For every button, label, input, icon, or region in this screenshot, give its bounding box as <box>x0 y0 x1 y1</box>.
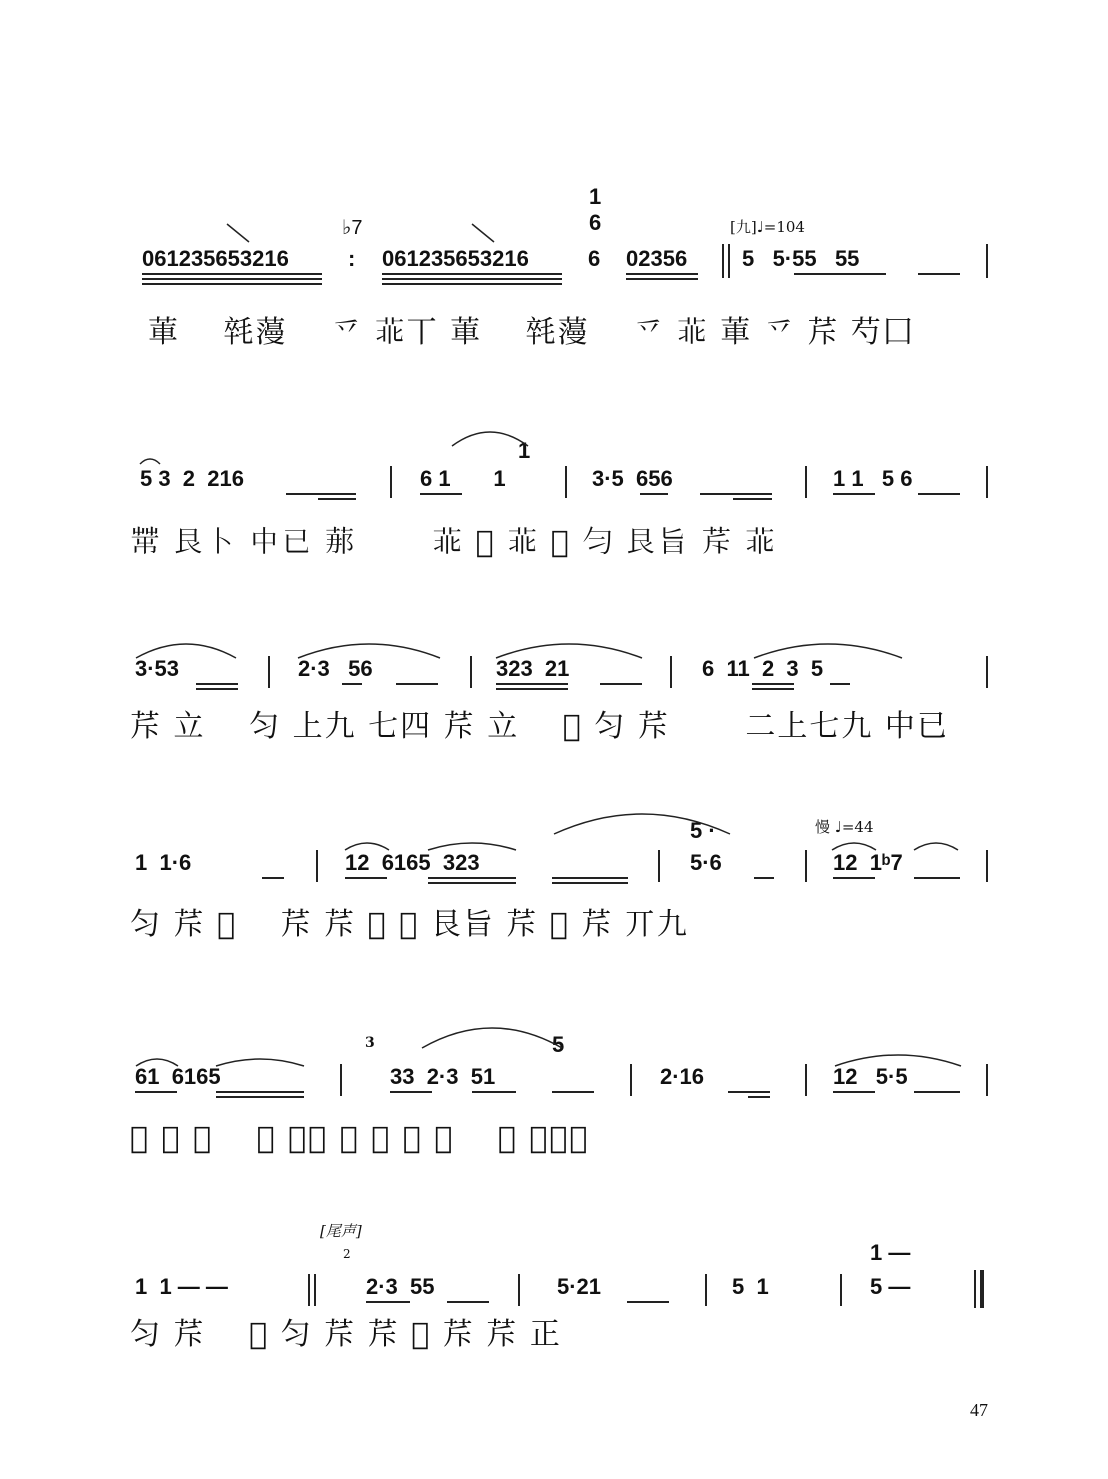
notation-group: 6 11 2 3 5 <box>702 656 824 681</box>
tempo-marking: [九]♩=104 <box>730 218 805 236</box>
slur <box>552 806 732 836</box>
barline <box>986 850 988 882</box>
notation-group: 2·3 56 <box>298 656 373 681</box>
barline <box>986 466 988 498</box>
final-barline <box>980 1270 984 1308</box>
slur <box>912 838 960 852</box>
barline <box>518 1274 520 1306</box>
beam-line <box>700 493 772 495</box>
notation-group: 1 1·6 <box>135 850 192 875</box>
slur <box>450 426 530 448</box>
beam-line <box>754 877 774 879</box>
slur <box>225 222 255 246</box>
beam-line <box>914 1091 960 1093</box>
barline <box>316 850 318 882</box>
final-barline <box>974 1270 976 1308</box>
notation-group: 12 6165 323 <box>345 850 480 875</box>
notation-group: 061235653216 <box>382 246 529 271</box>
notation-group: 3·5 656 <box>592 466 673 491</box>
notation-group: 5 · <box>690 818 716 843</box>
slur <box>138 454 162 466</box>
beam-line <box>286 493 356 495</box>
barline <box>805 850 807 882</box>
beam-line <box>447 1301 489 1303</box>
beam-line <box>196 683 238 685</box>
barline <box>340 1064 342 1096</box>
beam-line <box>626 278 698 280</box>
page-number: 47 <box>970 1400 988 1420</box>
notation-group: 5 3 2 216 <box>140 466 244 491</box>
beam-line <box>420 493 462 495</box>
beam-line <box>472 1091 516 1093</box>
beam-line <box>382 283 562 285</box>
beam-line <box>396 683 438 685</box>
double-barline <box>314 1274 316 1306</box>
barline <box>630 1064 632 1096</box>
beam-line <box>382 273 562 275</box>
tablature-line: 莗 㲞䕕 乊 𦮃丅 莗 㲞䕕 乊 𦮃 莗 乊 𦭐 芍囗 <box>148 315 915 350</box>
beam-line <box>390 1091 432 1093</box>
notation-group: 02356 <box>626 246 688 271</box>
notation-group: 3·53 <box>135 656 180 681</box>
beam-line <box>728 1091 770 1093</box>
barline <box>840 1274 842 1306</box>
barline <box>986 656 988 688</box>
double-barline <box>722 244 724 278</box>
beam-line <box>216 1096 304 1098</box>
beam-line <box>627 1301 669 1303</box>
beam-line <box>366 1301 410 1303</box>
barline <box>986 1064 988 1096</box>
barline <box>670 656 672 688</box>
tablature-line: 𦭐 立 匀 上九 七四 𦭐 立 𦭙 匀 𦭐 二上七九 中已 <box>130 709 949 744</box>
notation-group: 5 — <box>870 1274 911 1299</box>
notation-group: 12 1ᵇ7 <box>833 850 903 875</box>
notation-group: 1 1 — — <box>135 1274 228 1299</box>
beam-line <box>496 683 568 685</box>
beam-line <box>794 273 886 275</box>
beam-line <box>318 498 356 500</box>
beam-line <box>216 1091 304 1093</box>
notation-group: 33 2·3 51 <box>390 1064 496 1089</box>
annotation: 3 <box>365 1035 375 1051</box>
beam-line <box>552 877 628 879</box>
tempo-marking: 慢 ♩=44 <box>815 818 874 836</box>
beam-line <box>552 882 628 884</box>
beam-line <box>196 688 238 690</box>
beam-line <box>748 1096 770 1098</box>
beam-line <box>918 273 960 275</box>
notation-group: 5·21 <box>557 1274 602 1299</box>
beam-line <box>142 278 322 280</box>
slur <box>214 1054 306 1068</box>
beam-line <box>640 493 668 495</box>
annotation: 2 <box>343 1247 351 1261</box>
double-barline <box>308 1274 310 1306</box>
beam-line <box>830 683 850 685</box>
section-label: [尾声] <box>320 1222 362 1240</box>
beam-line <box>428 882 516 884</box>
beam-line <box>345 877 387 879</box>
beam-line <box>833 877 875 879</box>
beam-line <box>135 1091 177 1093</box>
notation-group: 6 <box>588 246 601 271</box>
notation-group: 1 <box>518 438 531 463</box>
beam-line <box>733 498 772 500</box>
double-barline <box>728 244 730 278</box>
barline <box>390 466 392 498</box>
notation-group: 5 <box>552 1032 565 1057</box>
notation-group: 5·6 <box>690 850 722 875</box>
tablature-line: 匀 𦭐 𦭙 匀 𦭐 𦭐 𦭙 𦭐 𦭐 正 <box>130 1317 562 1352</box>
beam-line <box>142 273 322 275</box>
beam-line <box>342 683 362 685</box>
beam-line <box>918 493 960 495</box>
notation-group: 61 6165 <box>135 1064 221 1089</box>
beam-line <box>382 278 562 280</box>
notation-group: 2·16 <box>660 1064 705 1089</box>
beam-line <box>552 1091 594 1093</box>
notation-group: 5 1 <box>732 1274 769 1299</box>
beam-line <box>752 688 794 690</box>
beam-line <box>833 493 875 495</box>
barline <box>470 656 472 688</box>
barline <box>986 244 988 278</box>
tablature-line: 𦮅 艮卜 中已 𦰡 𦮃 𦭕 𦮃 𦭙 匀 艮旨 𦭐 𦮃 <box>130 525 777 560</box>
notation-group: : <box>348 246 356 271</box>
notation-group: 1 — <box>870 1240 911 1265</box>
notation-group: 12 5·5 <box>833 1064 908 1089</box>
barline <box>805 1064 807 1096</box>
notation-group: 061235653216 <box>142 246 289 271</box>
notation-group: 323 21 <box>496 656 570 681</box>
barline <box>805 466 807 498</box>
tablature-line: 𦭙 立 𦭐 𦭙 艮旨 𦭐 𦭙 省 𦭐 𦮃 二上七 <box>130 1121 590 1156</box>
notation-group: 1 1 5 6 <box>833 466 913 491</box>
barline <box>565 466 567 498</box>
beam-line <box>833 1091 875 1093</box>
notation-group: 5 5·55 55 <box>742 246 860 271</box>
beam-line <box>142 283 322 285</box>
beam-line <box>914 877 960 879</box>
annotation: ♭7 <box>342 217 363 239</box>
annotation: 1 <box>589 184 602 209</box>
beam-line <box>496 688 568 690</box>
slur <box>470 222 500 246</box>
notation-group: 2·3 55 <box>366 1274 435 1299</box>
notation-group: 6 1 1 <box>420 466 506 491</box>
annotation: 6 <box>589 210 602 235</box>
barline <box>658 850 660 882</box>
barline <box>268 656 270 688</box>
beam-line <box>752 683 794 685</box>
beam-line <box>626 273 698 275</box>
beam-line <box>600 683 642 685</box>
slur <box>420 1020 564 1050</box>
tablature-line: 匀 𦭐 𦭙 𦭐 𦭐 𦭙 𦭙 艮旨 𦭐 𦭙 𦭐 丌九 <box>130 907 689 942</box>
beam-line <box>262 877 284 879</box>
beam-line <box>428 877 516 879</box>
barline <box>705 1274 707 1306</box>
